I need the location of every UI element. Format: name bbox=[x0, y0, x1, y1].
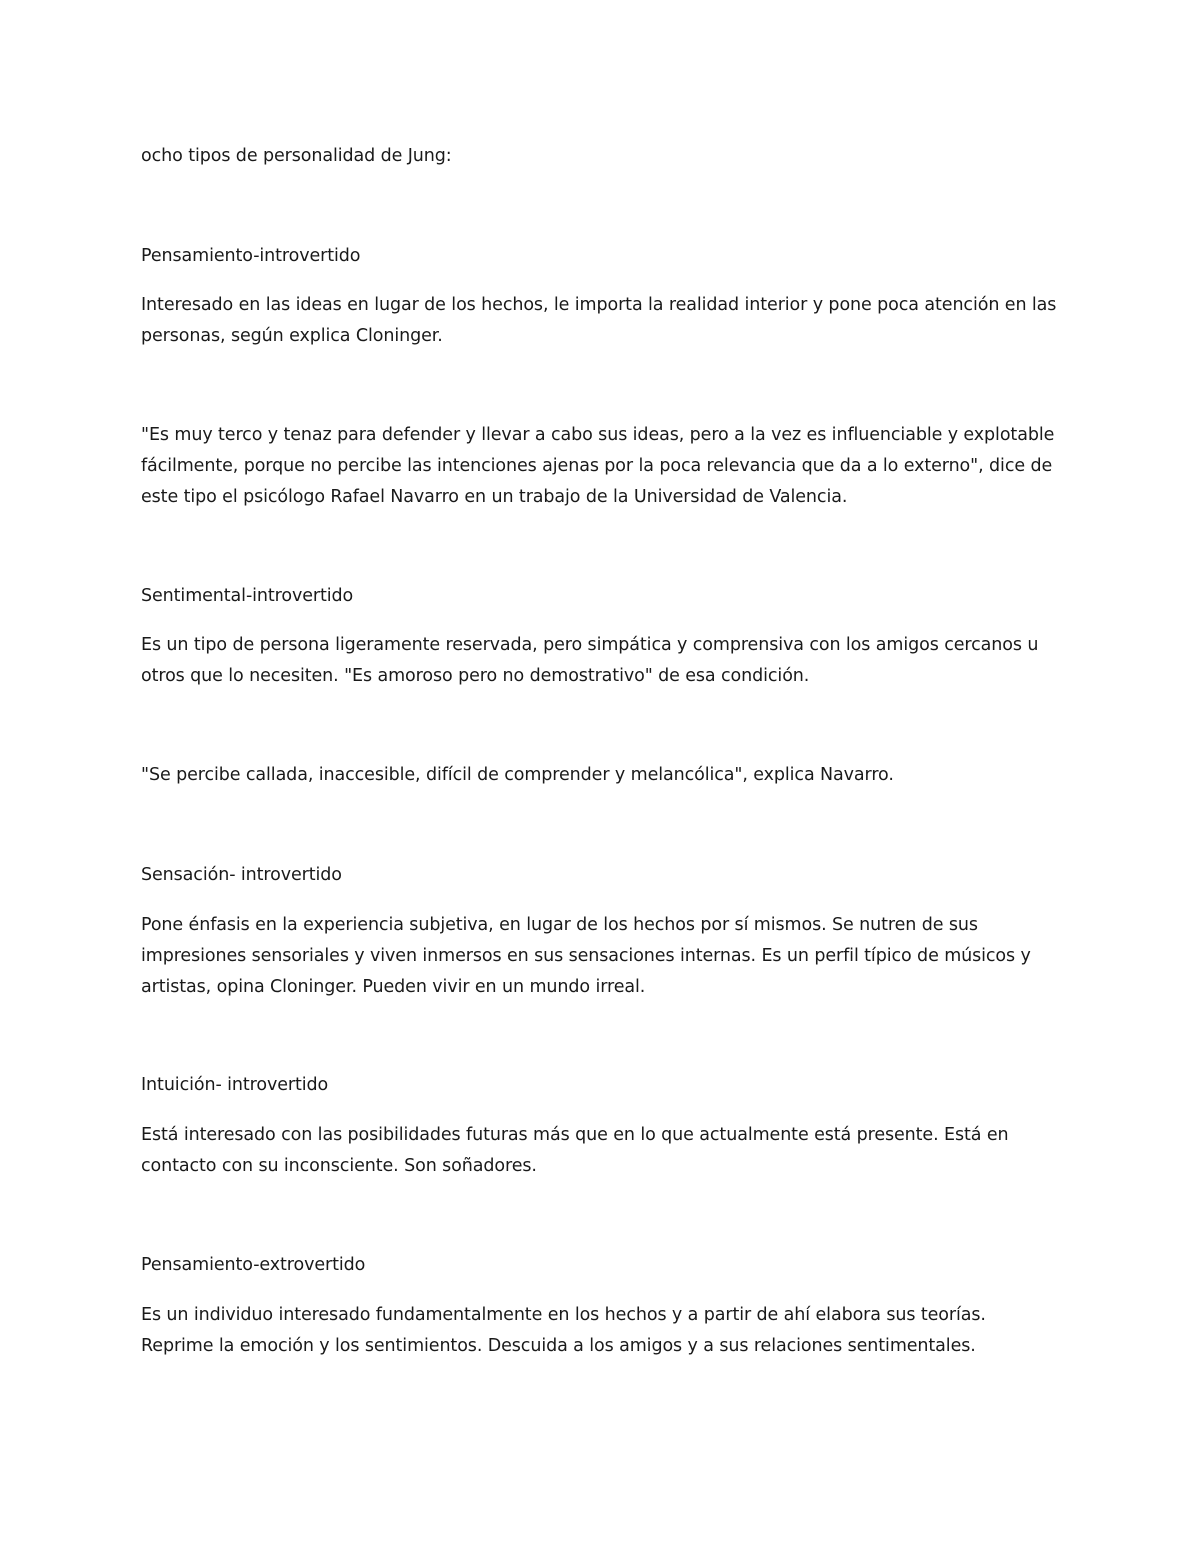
paragraph-line: impresiones sensoriales y viven inmersos en sus sensaciones internas. Es un perfil típico de músicos y bbox=[141, 946, 1031, 966]
section-heading-pensamiento-introvertido: Pensamiento-introvertido bbox=[141, 246, 361, 266]
paragraph-line: artistas, opina Cloninger. Pueden vivir en un mundo irreal. bbox=[141, 977, 646, 997]
section-heading-intuicion-introvertido: Intuición- introvertido bbox=[141, 1075, 329, 1095]
paragraph-line: "Es muy terco y tenaz para defender y llevar a cabo sus ideas, pero a la vez es influenciable y explotable bbox=[141, 425, 1055, 445]
paragraph-line: Es un individuo interesado fundamentalmente en los hechos y a partir de ahí elabora sus teorías. bbox=[141, 1305, 986, 1325]
paragraph-line: "Se percibe callada, inaccesible, difícil de comprender y melancólica", explica Navarro. bbox=[141, 765, 894, 785]
section-heading-pensamiento-extrovertido: Pensamiento-extrovertido bbox=[141, 1255, 366, 1275]
paragraph-line: Reprime la emoción y los sentimientos. Descuida a los amigos y a sus relaciones sentimentales. bbox=[141, 1336, 976, 1356]
paragraph-line: Está interesado con las posibilidades futuras más que en lo que actualmente está presente. Está en bbox=[141, 1125, 1009, 1145]
section-heading-sentimental-introvertido: Sentimental-introvertido bbox=[141, 586, 354, 606]
paragraph-line: contacto con su inconsciente. Son soñadores. bbox=[141, 1156, 537, 1176]
paragraph-line: Pone énfasis en la experiencia subjetiva, en lugar de los hechos por sí mismos. Se nutren de sus bbox=[141, 915, 978, 935]
paragraph-line: Es un tipo de persona ligeramente reservada, pero simpática y comprensiva con los amigos cercanos u bbox=[141, 635, 1039, 655]
document-title: ocho tipos de personalidad de Jung: bbox=[141, 146, 452, 166]
paragraph-line: otros que lo necesiten. "Es amoroso pero no demostrativo" de esa condición. bbox=[141, 666, 810, 686]
paragraph-line: este tipo el psicólogo Rafael Navarro en un trabajo de la Universidad de Valencia. bbox=[141, 487, 848, 507]
section-heading-sensacion-introvertido: Sensación- introvertido bbox=[141, 865, 342, 885]
paragraph-line: fácilmente, porque no percibe las intenciones ajenas por la poca relevancia que da a lo externo", dice de bbox=[141, 456, 1053, 476]
paragraph-line: Interesado en las ideas en lugar de los hechos, le importa la realidad interior y pone poca atención en las bbox=[141, 295, 1057, 315]
paragraph-line: personas, según explica Cloninger. bbox=[141, 326, 443, 346]
